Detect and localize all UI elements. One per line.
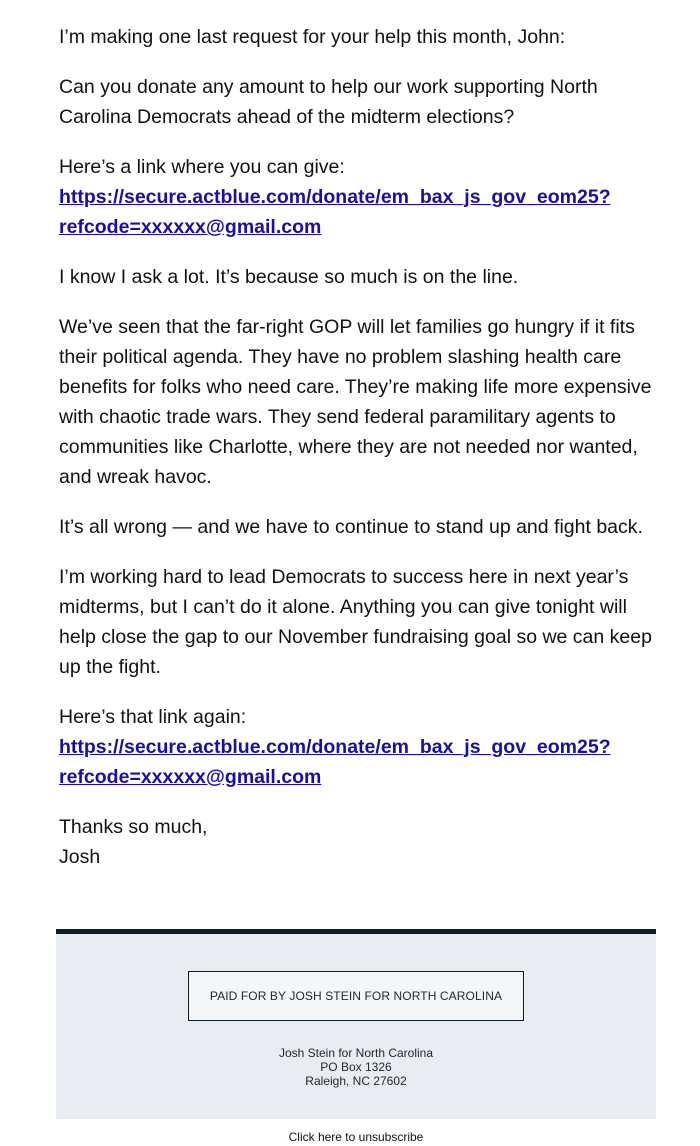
donate-link-again[interactable]: https://secure.actblue.com/donate/em_bax_js_gov_eom25?refcode=xxxxxx@gmail.com	[59, 736, 611, 788]
unsubscribe-link[interactable]: Click here to unsubscribe	[288, 1130, 424, 1144]
mailing-address	[56, 1046, 656, 1088]
po-box: PO Box 1326	[320, 1060, 392, 1074]
working-hard-paragraph: I’m working hard to lead Democrats to success here in next year’s midterms, but I can’t do it alone. Anything you can give tonight will help close the gap to our November fundraising goal so we can keep up the fight.	[59, 566, 652, 678]
email-footer	[56, 929, 656, 1119]
signoff-paragraph	[59, 812, 659, 872]
org-name: Josh Stein for North Carolina	[278, 1046, 434, 1060]
donate-link[interactable]: https://secure.actblue.com/donate/em_bax_js_gov_eom25?refcode=xxxxxx@gmail.com	[59, 186, 611, 238]
ask-paragraph: Can you donate any amount to help our work supporting North Carolina Democrats ahead of the midterm elections?	[59, 76, 598, 128]
link-again-paragraph	[59, 702, 659, 792]
intro-paragraph: I’m making one last request for your help this month, John:	[59, 26, 566, 48]
email-body	[59, 22, 659, 892]
signature-text: Josh	[59, 846, 101, 868]
link-paragraph	[59, 152, 659, 242]
link-again-intro-text: Here’s that link again:	[59, 706, 247, 728]
gop-paragraph: We’ve seen that the far-right GOP will let families go hungry if it fits their political agenda. They have no problem slashing health care benefits for folks who need care. They’re making life more expensive with chaotic trade wars. They send federal paramilitary agents to communities like Charlotte, where they are not needed nor wanted, and wreak havoc.	[59, 316, 652, 488]
city-state-zip: Raleigh, NC 27602	[305, 1074, 407, 1088]
stand-up-paragraph: It’s all wrong — and we have to continue to stand up and fight back.	[59, 516, 643, 538]
paid-for-disclaimer: PAID FOR BY JOSH STEIN FOR NORTH CAROLINA	[188, 971, 524, 1021]
ask-a-lot-paragraph: I know I ask a lot. It’s because so much is on the line.	[59, 266, 519, 288]
link-intro-text: Here’s a link where you can give:	[59, 156, 345, 178]
signoff-text: Thanks so much,	[59, 816, 208, 838]
